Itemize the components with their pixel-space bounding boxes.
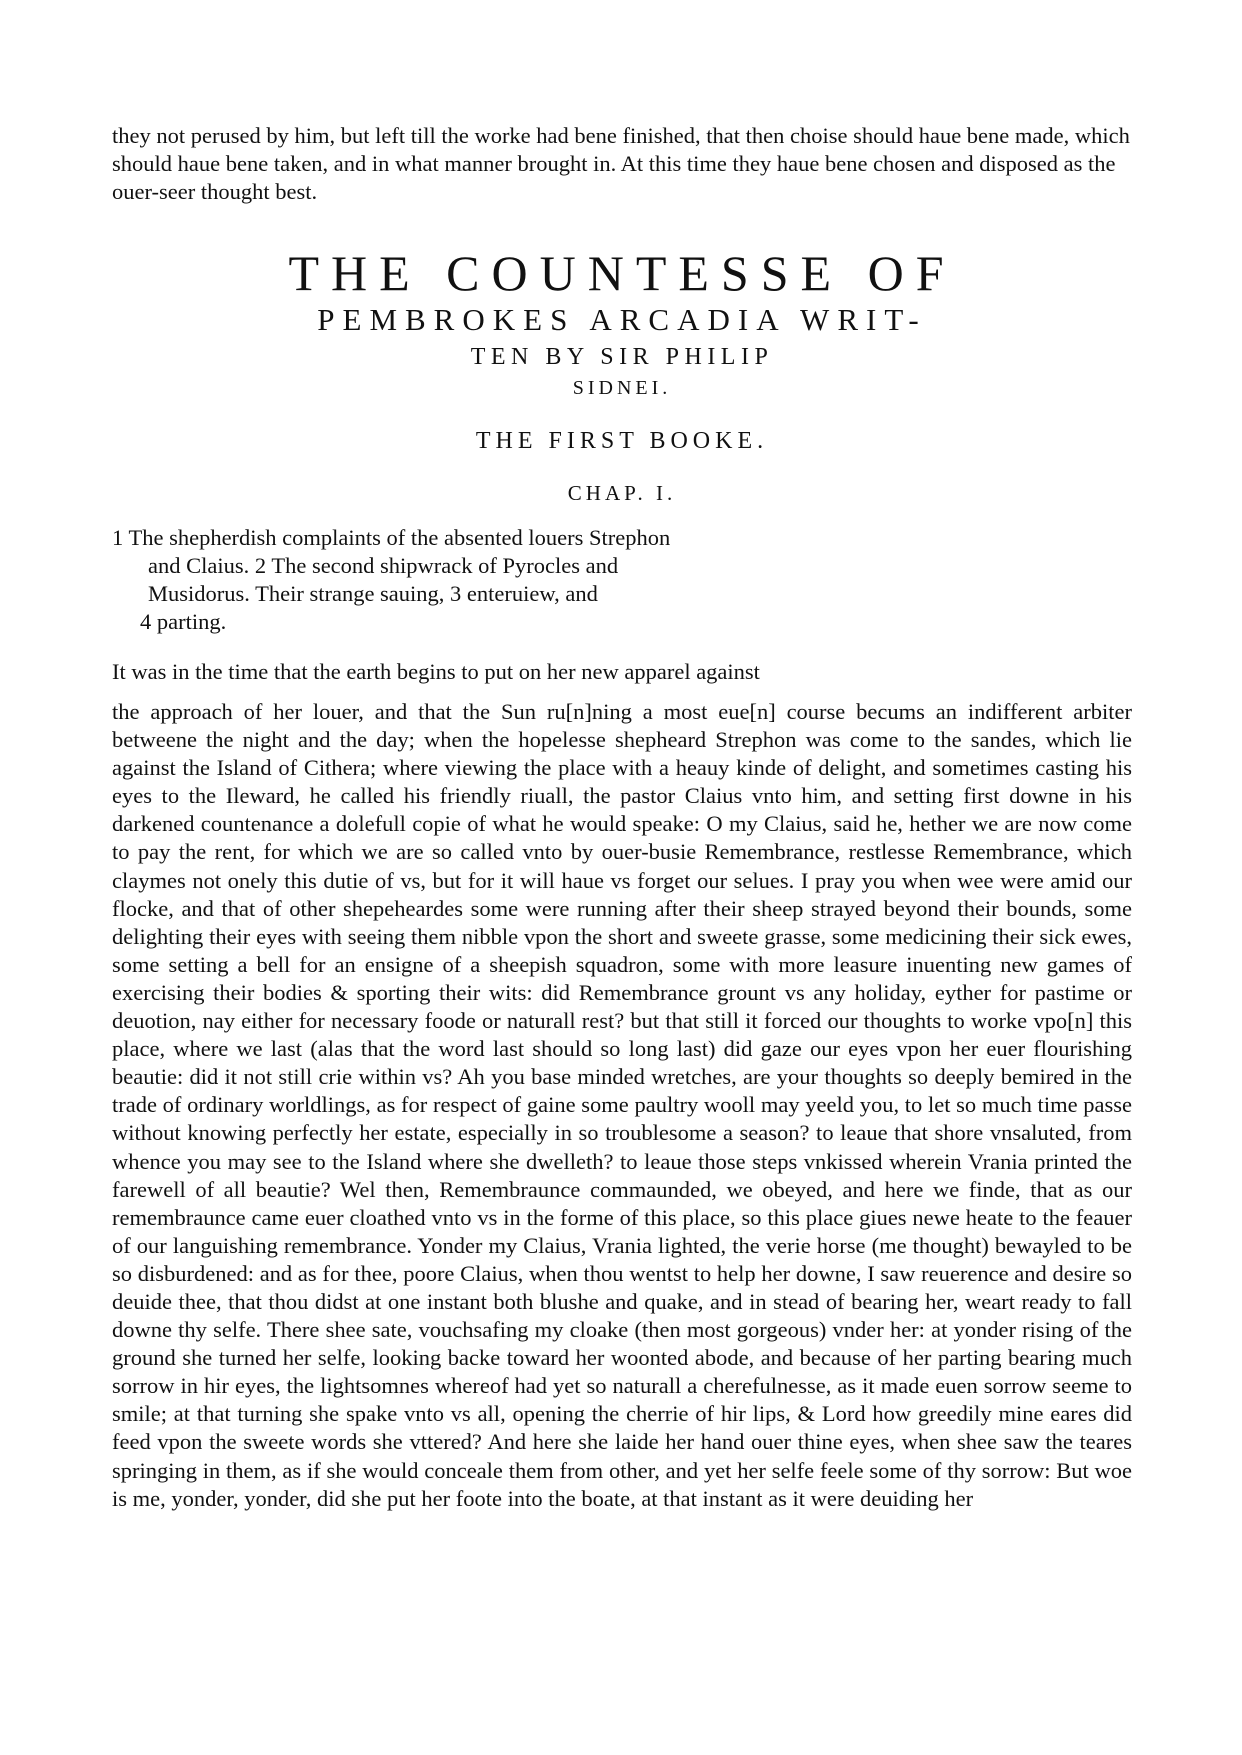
chapter-heading: CHAP. I. [567,481,677,505]
title-line-3: TEN BY SIR PHILIP [470,344,774,370]
title-line-4: SIDNEI. [572,377,672,399]
argument-line: 1 The shepherdish complaints of the absented louers Strephon [112,525,671,550]
argument-line: 4 parting. [140,609,227,634]
argument-line: Musidorus. Their strange sauing, 3 enteruiew, and [148,581,598,606]
body-paragraph: the approach of her louer, and that the Sun ru[n]ning a most eue[n] course becums an indifferent arbiter betweene the night and the day; when the hopelesse shepheard Strephon was come to the sandes, which lie against the Island of Cithera; where viewing the place with a heauy kinde of delight, and sometimes casting his eyes to the Ileward, he called his friendly riuall, the pastor Claius vnto him, and setting first downe in his darkened countenance a dolefull copie of what he would speake: O my Claius, said he, hether we are now come to pay the rent, for which we are so called vnto by ouer-busie Remembrance, restlesse Remembrance, which claymes not onely this dutie of vs, but for it will haue vs forget our selues. I pray you when wee were amid our flocke, and that of other shepeheardes some were running after their sheep strayed beyond their bounds, some delighting their eyes with seeing them nibble vpon the short and sweete grasse, some medicining their sick ewes, some setting a bell for an ensigne of a sheepish squadron, some with more leasure inuenting new games of exercising their bodies & sporting their wits: did Remembrance grount vs any holiday, eyther for pastime or deuotion, nay either for necessary foode or naturall rest? but that still it forced our thoughts to worke vpo[n] this place, where we last (alas that the word last should so long last) did gaze our eyes vpon her euer flourishing beautie: did it not still crie within vs? Ah you base minded wretches, are your thoughts so deeply bemired in the trade of ordinary worldlings, as for respect of gaine some paultry wooll may yeeld you, to let so much time passe without knowing perfectly her estate, especially in so troublesome a season? to leaue that shore vnsaluted, from whence you may see to the Island where she dwelleth? to leaue those steps vnkissed wherein Vrania printed the farewell of all beautie? Wel then, Remembraunce commaunded, we obeyed, and here we finde, that as our remembraunce came euer cloathed vnto vs in the forme of this place, so this place giues newe heate to the feauer of our languishing remembrance. Yonder my Claius, Vrania lighted, the verie horse (me thought) bewayled to be so disburdened: and as for thee, poore Claius, when thou wentst to help her downe, I saw reuerence and desire so deuide thee, that thou didst at one instant both blushe and quake, and in stead of bearing her, weart ready to fall downe thy selfe. There shee sate, vouchsafing my cloake (then most gorgeous) vnder her: at yonder rising of the ground she turned her selfe, looking backe toward her woonted abode, and because of her parting bearing much sorrow in hir eyes, the lightsomnes whereof had yet so naturall a cherefulnesse, as it made euen sorrow seeme to smile; at that turning she spake vnto vs all, opening the cherrie of hir lips, & Lord how greedily mine eares did feed vpon the sweete words she vttered? And here she laide her hand ouer thine eyes, when shee saw the teares springing in them, as if she would conceale them from other, and yet her selfe feele some of thy sorrow: But woe is me, yonder, yonder, did she put her foote into the boate, at that instant as it were deuiding her [112,699,1132,1511]
opening-line: It was in the time that the earth begins to put on her new apparel against [112,659,760,684]
title-line-1: THE COUNTESSE OF [288,245,956,301]
intro-paragraph: they not perused by him, but left till the worke had bene finished, that then choise should haue bene made, which should haue bene taken, and in what manner brought in. At this time they haue bene chosen and disposed as the ouer-seer thought best. [112,123,1130,204]
title-line-2: PEMBROKES ARCADIA WRIT- [317,302,927,337]
argument-line: and Claius. 2 The second shipwrack of Pyrocles and [148,553,619,578]
book-heading: THE FIRST BOOKE. [475,428,769,454]
chapter-argument [112,524,1132,636]
document-page [112,122,1132,1622]
